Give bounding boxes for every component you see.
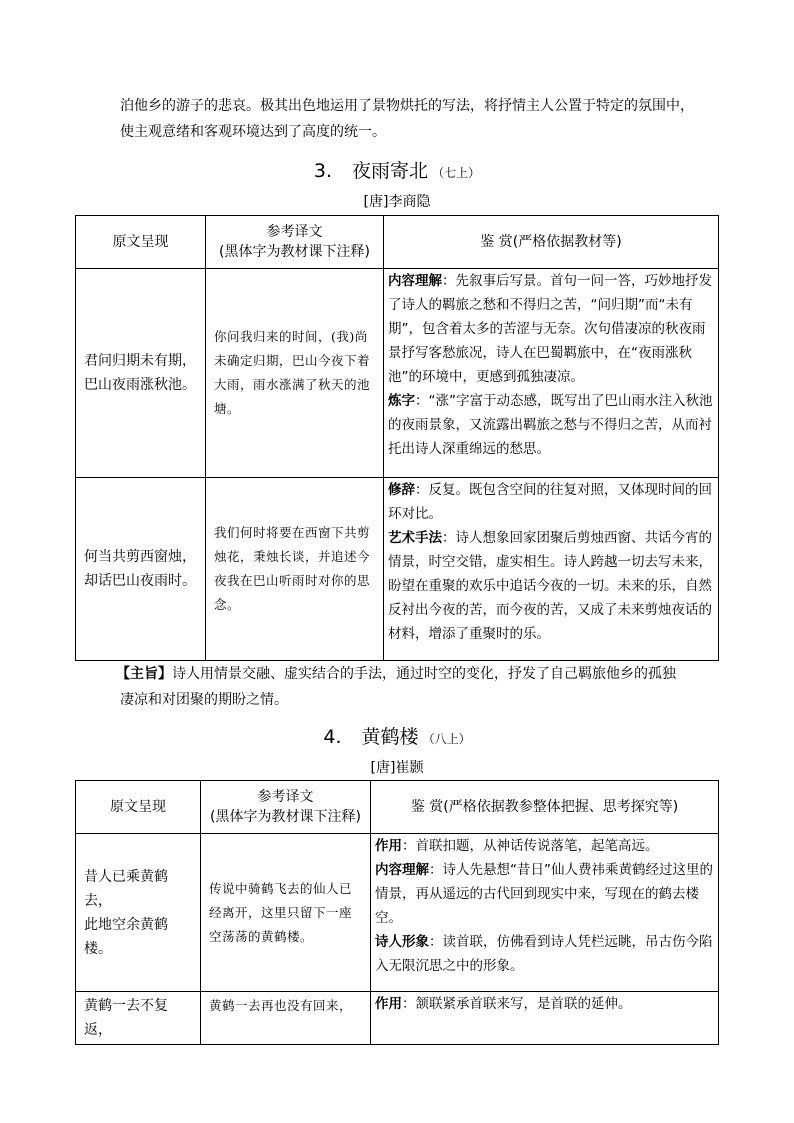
original-text-cell — [76, 478, 206, 661]
appreciation-paragraph — [375, 858, 714, 930]
appreciation-cell — [384, 269, 719, 478]
original-line: 却话巴山夜雨时。 — [84, 573, 196, 589]
appreciation-label: 诗人形象 — [375, 934, 429, 950]
appreciation-paragraph — [388, 526, 714, 646]
appreciation-cell — [371, 834, 719, 992]
appreciation-label: 内容理解 — [388, 273, 442, 289]
poem3-header-row — [76, 216, 719, 269]
table-row — [76, 992, 719, 1045]
appreciation-label: 艺术手法 — [388, 530, 442, 546]
header-translation-note: (黑体字为教材课下注释) — [210, 809, 361, 825]
appreciation-text: ：反复。既包含空间的往复对照，又体现时间的回环对比。 — [388, 482, 712, 522]
poem4-title — [0, 722, 794, 749]
summary-tag: 【主旨】 — [116, 666, 172, 682]
appreciation-cell — [384, 478, 719, 661]
poem3-summary — [116, 661, 716, 713]
original-line: 此地空余黄鹤楼。 — [84, 916, 168, 957]
original-text-cell — [76, 269, 206, 478]
original-line: 昔人已乘黄鹤去， — [84, 868, 168, 909]
poem3-title — [0, 156, 794, 183]
header-translation-title: 参考译文 — [266, 224, 323, 240]
appreciation-text: ：诗人先悬想“昔日”仙人费祎乘黄鹤经过这里的情景，再从遥远的古代回到现实中来，写现在的鹤去楼空。 — [375, 862, 713, 926]
appreciation-label: 修辞 — [388, 482, 415, 498]
poem4-title-text: 黄鹤楼 — [361, 726, 419, 748]
appreciation-text: ：先叙事后写景。首句一问一答，巧妙地抒发了诗人的羁旅之愁和不得归之苦，“问归期”而“未有期”，包含着太多的苦涩与无奈。次句借凄凉的秋夜雨景抒写客愁旅况，诗人在巴蜀羁旅中，在“夜雨涨秋池”的环境中，更感到孤独凄凉。 — [388, 273, 712, 385]
table-row — [76, 478, 719, 661]
table-row — [76, 269, 719, 478]
appreciation-label: 作用 — [375, 996, 402, 1012]
poem3-author: [唐]李商隐 — [363, 194, 431, 210]
translation-cell: 我们何时将要在西窗下共剪烛花，秉烛长谈，并追述今夜我在巴山听雨时对你的思念。 — [206, 478, 384, 661]
poem3-grade: （七上） — [432, 166, 481, 180]
original-line: 巴山夜雨涨秋池。 — [84, 377, 196, 393]
poem3-table — [75, 215, 719, 661]
appreciation-paragraph — [375, 930, 714, 978]
appreciation-label: 炼字 — [388, 393, 415, 409]
original-line: 君问归期未有期， — [84, 353, 196, 369]
original-line: 黄鹤一去不复返， — [84, 998, 168, 1038]
header-translation — [206, 216, 384, 269]
intro-line-1: 泊他乡的游子的悲哀。极其出色地运用了景物烘托的写法，将抒情主人公置于特定的氛围中， — [120, 98, 694, 114]
header-original: 原文呈现 — [76, 216, 206, 269]
header-appreciation: 鉴 赏(严格依据教材等) — [384, 216, 719, 269]
original-text-cell — [76, 834, 201, 992]
poem4-table — [75, 780, 719, 1045]
poem3-title-text: 夜雨寄北 — [352, 160, 429, 182]
appreciation-cell — [371, 992, 719, 1045]
translation-cell: 黄鹤一去再也没有回来， — [201, 992, 371, 1045]
original-line: 何当共剪西窗烛， — [84, 549, 196, 565]
header-original: 原文呈现 — [76, 781, 201, 834]
original-text-cell — [76, 992, 201, 1045]
appreciation-text: ：读首联，仿佛看到诗人凭栏远眺，吊古伤今陷入无限沉思之中的形象。 — [375, 934, 713, 974]
summary-line-1: 诗人用情景交融、虚实结合的手法，通过时空的变化，抒发了自己羁旅他乡的孤独 — [172, 666, 676, 682]
poem4-header-row — [76, 781, 719, 834]
poem4-grade: （八上） — [422, 732, 471, 746]
appreciation-text: ：“涨”字富于动态感，既写出了巴山雨水注入秋池的夜雨景象，又流露出羁旅之愁与不得归之苦，从而衬托出诗人深重绵远的愁思。 — [388, 393, 713, 457]
summary-line-2: 凄凉和对团聚的期盼之情。 — [120, 692, 288, 708]
header-translation-note: (黑体字为教材课下注释) — [219, 244, 370, 260]
appreciation-label: 作用 — [375, 838, 402, 854]
poem4-author: [唐]崔颢 — [370, 760, 424, 776]
translation-cell: 传说中骑鹤飞去的仙人已经离开，这里只留下一座空荡荡的黄鹤楼。 — [201, 834, 371, 992]
appreciation-paragraph — [388, 478, 714, 526]
appreciation-paragraph — [375, 992, 714, 1016]
header-translation — [201, 781, 371, 834]
poem4-number: 4. — [323, 726, 342, 748]
appreciation-text: ：颔联紧承首联来写，是首联的延伸。 — [402, 996, 632, 1012]
header-translation-title: 参考译文 — [257, 789, 314, 805]
intro-paragraph — [120, 93, 720, 145]
table-row — [76, 834, 719, 992]
poem3-number: 3. — [313, 160, 333, 182]
header-appreciation: 鉴 赏(严格依据教参整体把握、思考探究等) — [371, 781, 719, 834]
appreciation-paragraph — [388, 269, 714, 389]
appreciation-label: 内容理解 — [375, 862, 429, 878]
appreciation-paragraph — [388, 389, 714, 461]
translation-cell: 你问我归来的时间，(我)尚未确定归期，巴山今夜下着大雨，雨水涨满了秋天的池塘。 — [206, 269, 384, 478]
appreciation-text: ：诗人想象回家团聚后剪烛西窗、共话今宵的情景，时空交错，虚实相生。诗人跨越一切去写未来，盼望在重聚的欢乐中追话今夜的一切。未来的乐，自然反衬出今夜的苦，而今夜的苦，又成了未来剪烛夜话的材料，增添了重聚时的乐。 — [388, 530, 712, 642]
appreciation-text: ：首联扣题，从神话传说落笔，起笔高远。 — [402, 838, 659, 854]
intro-line-2: 使主观意绪和客观环境达到了高度的统一。 — [120, 124, 386, 140]
appreciation-paragraph — [375, 834, 714, 858]
